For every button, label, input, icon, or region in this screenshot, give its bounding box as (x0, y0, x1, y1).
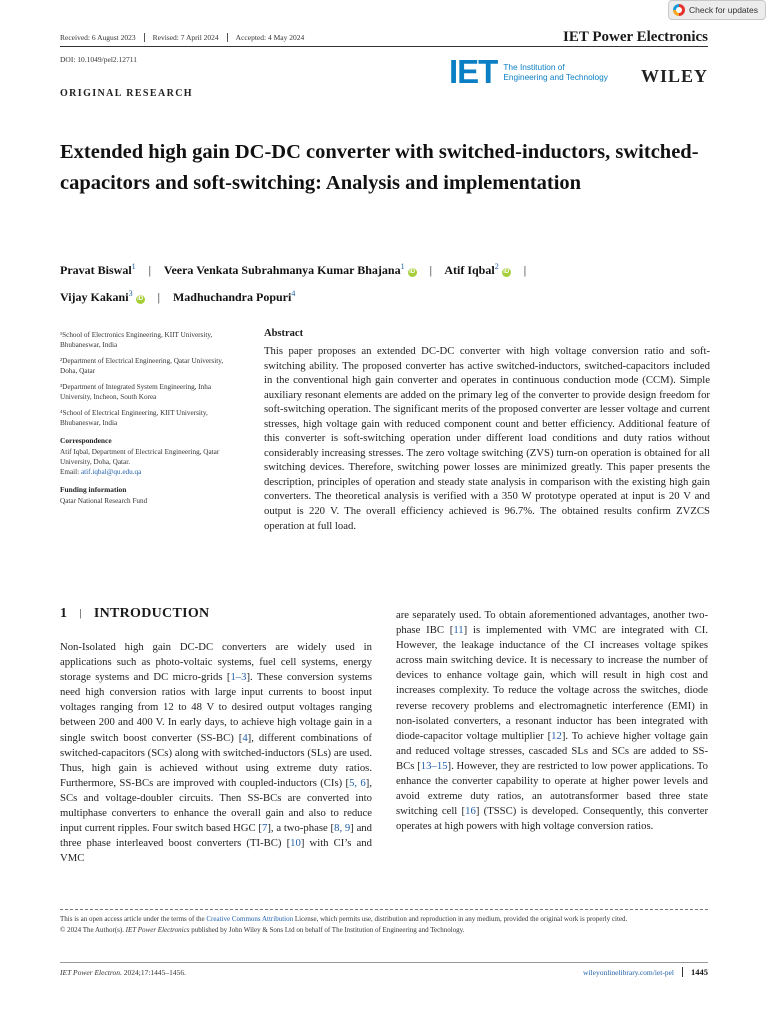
header-divider (60, 46, 708, 47)
paragraph-text: ] with CI’s and VMC (60, 837, 372, 865)
author-list: Pravat Biswal$^1$ | Veera Venkata Subrahmanya Kumar Bhajana$^1$iD | Atif Iqbal$^2$iD | Vijay Kakani$^3$iD | Madhuchandra Popuri$^4$ (60, 262, 527, 304)
footer-right (583, 967, 708, 977)
iet-logo-line2: Engineering and Technology (503, 72, 608, 82)
abstract-text: This paper proposes an extended DC-DC converter with high voltage conversion ratio and soft-switching ability. The proposed converter has active switched-inductors, switched-capacitors included in the conventional high gain converter and operates in continuous conduction mode (CCM). Simple auxiliary resonant elements are added on the primary leg of the converter to provide design freedom for soft-switching operation. The significant merits of the proposed converter are lesser voltage and current stresses, high voltage gain with reduced component count and better efficiency. Additional feature of this converter is soft-switching operation under different load conditions and duty ratios without considerably increasing stresses. The zero voltage switching (ZVS) turn-on operation is obtained for all switching devices. Therefore, switching power losses are minimized greatly. This paper presents the description, principles of operation and steady state analysis in comparison with the existing high gain converters. The theoretical analysis is verified with a 350 W prototype operated at input is 20 V and output is 220 V. The overall efficiency achieved is 96.7%. The obtained results confirm ZVZCS operation at full load. (264, 345, 710, 532)
paragraph-text: ], a two-phase [ (267, 822, 335, 835)
paragraph-text: are separately used. To obtain aforementioned advantages, another two-phase IBC [ (396, 609, 708, 637)
reference-link[interactable]: 11 (453, 624, 464, 637)
reference-link[interactable]: 1–3 (230, 671, 247, 684)
iet-logo-line1: The Institution of (503, 62, 565, 72)
affiliation: ²Department of Electrical Engineering, Qatar University, Doha, Qatar (60, 357, 224, 375)
email-link[interactable]: atif.iqbal@qu.edu.qa (80, 468, 142, 476)
article-dates (60, 33, 312, 42)
orcid-icon[interactable]: iD (503, 269, 510, 275)
footer-rule (60, 962, 708, 963)
author[interactable]: Vijay Kakani$^3$iD (60, 289, 144, 304)
affiliations-column (60, 330, 240, 512)
page-number: 1445 (682, 967, 708, 977)
intro-column-left (60, 640, 372, 866)
reference-link[interactable]: 7 (261, 822, 268, 835)
iet-logo-mark: IET (449, 53, 498, 90)
reference-link[interactable]: 12 (551, 729, 562, 742)
paragraph-text: Non-Isolated high gain DC-DC converters are widely used in applications such as photo-voltaic systems, fuel cell systems, energy storage systems and DC micro-grids [ (60, 641, 372, 684)
paragraph-text: ], different combinations of switched-capacitors (SCs) along with switched-inductors (SLs) are used. Thus, high gain is achieved without using extreme duty ratios. Furthermore, SS-BCs are improved with coupled-inductors (CIs) [ (60, 731, 372, 789)
reference-link[interactable]: 5, 6 (349, 776, 366, 789)
wiley-logo: WILEY (640, 66, 708, 86)
doi: DOI: 10.1049/pel2.12711 (60, 55, 138, 64)
funding-heading: Funding information (60, 485, 127, 494)
article-type: ORIGINAL RESEARCH (60, 88, 193, 99)
paragraph-text: ]. These conversion systems need high conversion ratios with large input currents to boost input voltages ranging from 12 to 48 V to desired output voltages ranging between 200 and 400 V. In early days, to achieve high voltage gain in a single switch boost converter (SS-BC) [ (60, 671, 372, 744)
author[interactable]: Atif Iqbal$^2$iD (444, 262, 510, 277)
article-title: Extended high gain DC-DC converter with switched-inductors, switched-capacitors and soft-switching: Analysis and implementation (60, 141, 699, 194)
author[interactable]: Pravat Biswal$^1$ (60, 262, 136, 277)
crossmark-icon (673, 4, 685, 16)
intro-column-right (396, 608, 708, 834)
reference-link[interactable]: 4 (242, 731, 248, 744)
footer-divider (60, 909, 708, 910)
paragraph-text: ] and three phase interleaved boost converters (TI-BC) [ (60, 822, 372, 850)
paragraph-text: ]. To achieve higher voltage gain and reduced voltage stresses, cascaded SLs and SCs are added to SS-BCs [ (396, 729, 708, 772)
reference-link[interactable]: 13–15 (420, 759, 448, 772)
affiliation: ⁴School of Electrical Engineering, KIIT University, Bhubaneswar, India (60, 409, 208, 427)
reference-link[interactable]: 16 (465, 805, 476, 818)
iet-logo (449, 53, 608, 90)
paragraph-text: ], SCs and voltage-doubler circuits. Then SS-BCs are converted into multiphase converters to enhance the overall gain and also to reduce input current ripples. Four switch based HGC [ (60, 776, 372, 835)
section-heading: 1 | INTRODUCTION (60, 606, 210, 621)
paragraph-text: ]. However, they are restricted to low power applications. To enhance the converter capability to operate at higher power levels and avoid extreme duty ratios, an autotransformer based three state switching cell [ (396, 759, 708, 818)
paragraph-text: ] is implemented with VMC are integrated with CI. However, the leakage inductance of the CI increases voltage spikes across main switching device. It is necessary to increase the number of devices to enhance voltage gain, which will result in high cost and increases complexity. To reduce the voltage across the switches, diode reverse recovery problems and electromagnetic interference (EMI) in non-isolated converters, a resonant inductor has been integrated with diode-capacitor voltage multiplier [ (396, 624, 708, 742)
accepted-date: Accepted: 4 May 2024 (227, 33, 313, 42)
citation: IET Power Electron. 2024;17:1445–1456. (60, 968, 187, 977)
abstract-heading: Abstract (264, 328, 304, 339)
reference-link[interactable]: 8, 9 (334, 822, 351, 835)
iet-logo-text (503, 62, 608, 82)
paragraph-text: ] (TSSC) is developed. Consequently, this converter operates at high powers with high voltage conversion ratios. (396, 805, 708, 833)
affiliation: ¹School of Electronics Engineering, KIIT University, Bhubaneswar, India (60, 331, 213, 349)
license-notice: This is an open access article under the terms of the Creative Commons Attribution License, which permits use, distribution and reproduction in any medium, provided the original work is properly cited. © 2024 The Author(s). IET Power Electronics published by John Wiley & Sons Ltd on behalf of The Institution of Engineering and Technology. (60, 915, 628, 934)
reference-link[interactable]: 10 (290, 837, 301, 850)
cc-license-link[interactable]: Creative Commons Attribution (206, 915, 294, 923)
check-for-updates-button[interactable] (668, 0, 766, 20)
check-for-updates-label: Check for updates (689, 5, 758, 15)
orcid-icon[interactable]: iD (409, 269, 416, 275)
author[interactable]: Madhuchandra Popuri$^4$ (172, 289, 296, 304)
affiliation: ³Department of Integrated System Engineering, Inha University, Incheon, South Korea (60, 383, 212, 401)
funding-text: Qatar National Research Fund (60, 497, 148, 505)
correspondence-text: Atif Iqbal, Department of Electrical Engineering, Qatar University, Doha, Qatar. Email: atif.iqbal@qu.edu.qa (60, 448, 220, 476)
revised-date: Revised: 7 April 2024 (144, 33, 227, 42)
received-date: Received: 6 August 2023 (60, 33, 136, 42)
journal-site-link[interactable]: wileyonlinelibrary.com/iet-pel (583, 967, 674, 977)
correspondence-heading: Correspondence (60, 436, 112, 445)
journal-name: IET Power Electronics (563, 29, 708, 45)
orcid-icon[interactable]: iD (137, 296, 144, 302)
author[interactable]: Veera Venkata Subrahmanya Kumar Bhajana$^1$iD (163, 262, 416, 277)
